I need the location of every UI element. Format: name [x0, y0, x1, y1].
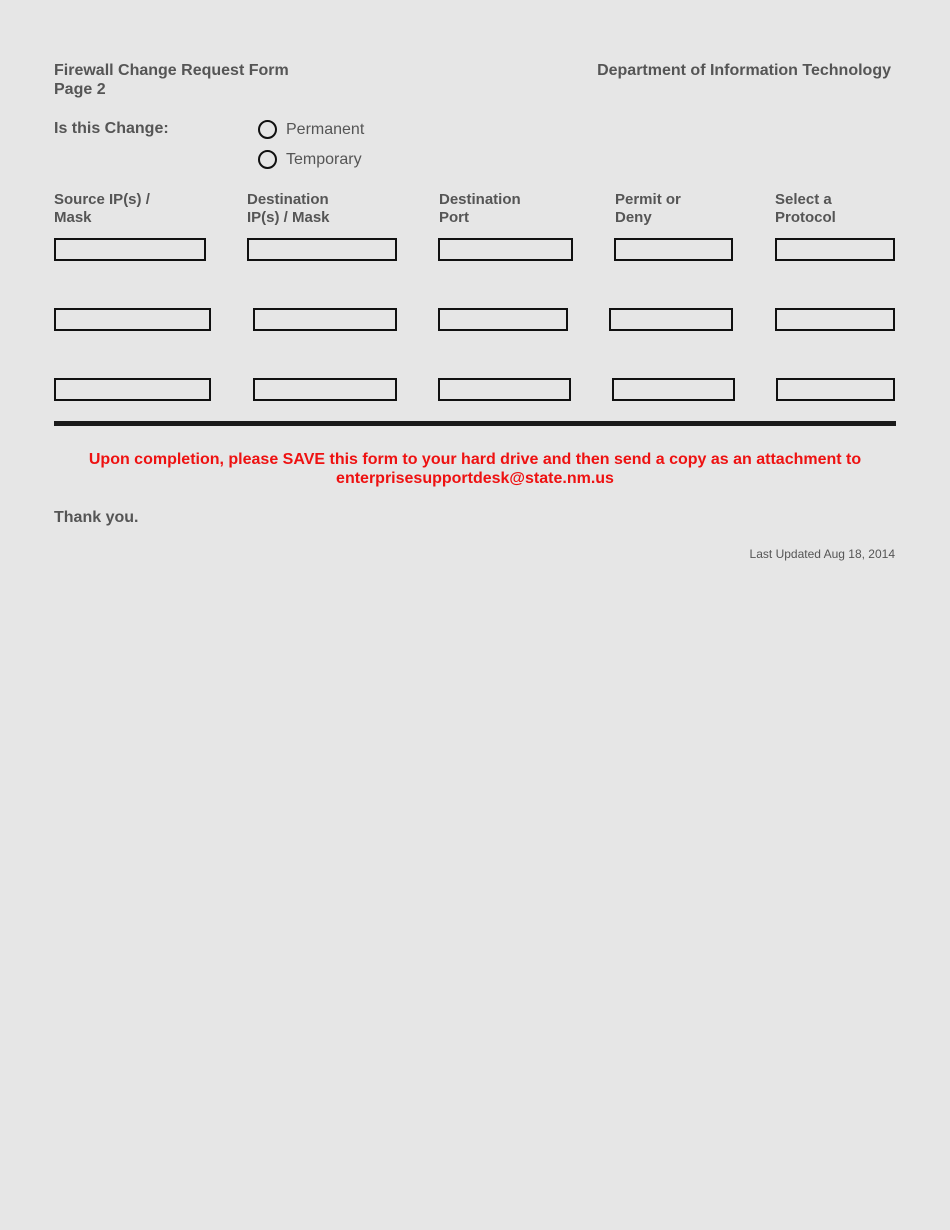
column-header-line: IP(s) / Mask [247, 209, 330, 226]
radio-circle-icon[interactable] [258, 150, 277, 169]
radio-permanent[interactable] [258, 120, 364, 139]
column-header-line: Select a [775, 191, 832, 208]
closing-text: Thank you. [54, 509, 139, 526]
source-ip-input[interactable] [54, 308, 211, 331]
submission-notice [54, 450, 896, 488]
destination-ip-input[interactable] [253, 378, 397, 401]
column-header-protocol [775, 191, 836, 227]
protocol-input[interactable] [776, 378, 895, 401]
column-header-destination-port [439, 191, 521, 227]
radio-temporary[interactable] [258, 150, 362, 169]
notice-line: Upon completion, please SAVE this form to your hard drive and then send a copy as an attachment to [88, 451, 862, 468]
radio-permanent-label: Permanent [286, 120, 365, 138]
column-header-destination-ip [247, 191, 330, 227]
last-updated: Last Updated Aug 18, 2014 [749, 547, 895, 561]
destination-port-input[interactable] [438, 238, 573, 261]
source-ip-input[interactable] [54, 378, 211, 401]
section-divider [54, 421, 896, 426]
support-email: enterprisesupportdesk@state.nm.us [336, 470, 614, 487]
source-ip-input[interactable] [54, 238, 206, 261]
form-title-block [54, 61, 289, 99]
column-header-line: Port [439, 209, 469, 226]
change-type-label: Is this Change: [54, 120, 169, 137]
destination-port-input[interactable] [438, 308, 568, 331]
permit-deny-input[interactable] [614, 238, 733, 261]
destination-ip-input[interactable] [247, 238, 397, 261]
column-header-line: Deny [615, 209, 652, 226]
column-header-source-ip [54, 191, 150, 227]
permit-deny-input[interactable] [609, 308, 733, 331]
permit-deny-input[interactable] [612, 378, 735, 401]
column-header-line: Destination [247, 191, 329, 208]
column-header-permit-deny [615, 191, 681, 227]
page-number: Page 2 [54, 81, 106, 98]
destination-ip-input[interactable] [253, 308, 397, 331]
column-header-line: Permit or [615, 191, 681, 208]
department-name: Department of Information Technology [597, 62, 891, 79]
destination-port-input[interactable] [438, 378, 571, 401]
radio-temporary-label: Temporary [286, 150, 362, 168]
column-header-line: Destination [439, 191, 521, 208]
radio-circle-icon[interactable] [258, 120, 277, 139]
column-header-line: Source IP(s) / [54, 191, 150, 208]
protocol-input[interactable] [775, 308, 895, 331]
form-title: Firewall Change Request Form [54, 62, 289, 79]
column-header-line: Mask [54, 209, 92, 226]
protocol-input[interactable] [775, 238, 895, 261]
column-header-line: Protocol [775, 209, 836, 226]
